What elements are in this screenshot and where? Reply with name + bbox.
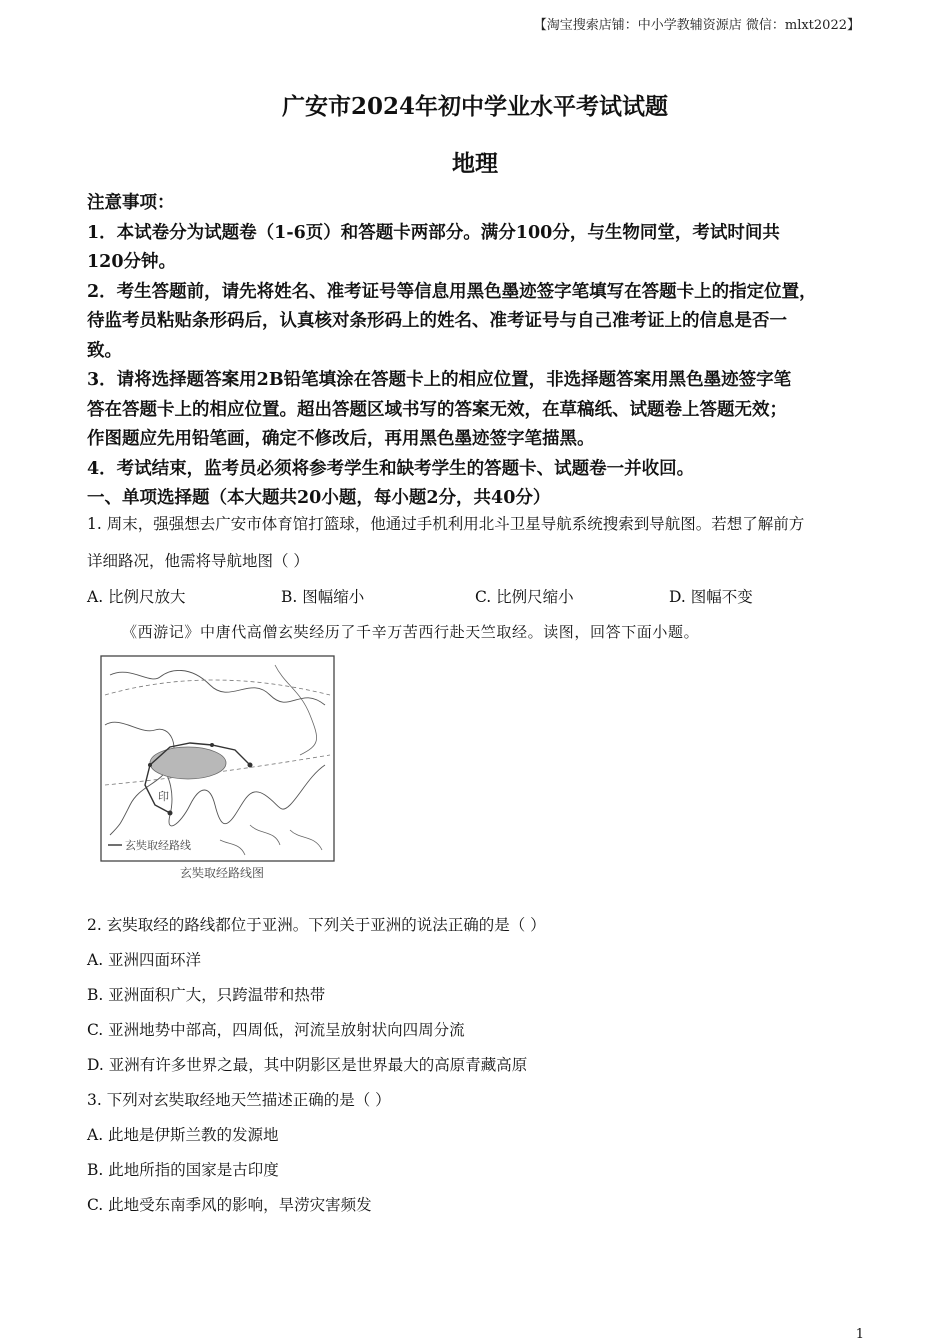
- q3-option-b: B. 此地所指的国家是古印度: [87, 1161, 279, 1179]
- page-number: 1: [855, 1327, 864, 1342]
- region-label: 印: [158, 790, 169, 803]
- notice-line: 待监考员粘贴条形码后，认真核对条形码上的姓名、准考证号与自己准考证上的信息是否一: [87, 311, 787, 331]
- notice-line: 致。: [87, 340, 122, 361]
- q2-option-a: A. 亚洲四面环洋: [87, 951, 202, 969]
- legend-label: 玄奘取经路线: [125, 839, 191, 852]
- route-point: [248, 763, 253, 768]
- map-caption: 玄奘取经路线图: [180, 866, 265, 880]
- q1-option-a: A. 比例尺放大: [87, 588, 186, 606]
- shaded-plateau: [150, 747, 226, 779]
- notice-line: 4．考试结束，监考员必须将参考学生和缺考学生的答题卡、试题卷一并收回。: [87, 458, 695, 479]
- notice-heading: 注意事项：: [87, 193, 175, 213]
- q1-line1: 1. 周末，强强想去广安市体育馆打篮球，他通过手机利用北斗卫星导航系统搜索到导航图。若想了解前方: [87, 515, 805, 533]
- route-point: [148, 763, 152, 767]
- route-point: [168, 811, 173, 816]
- q2-option-b: B. 亚洲面积广大，只跨温带和热带: [87, 986, 326, 1004]
- xuanzang-route-map: [100, 655, 335, 885]
- exam-title: 广安市2024年初中学业水平考试试题: [281, 93, 668, 120]
- q1-option-d: D. 图幅不变: [669, 588, 753, 606]
- section-heading: 一、单项选择题（本大题共20小题，每小题2分，共40分）: [87, 488, 551, 508]
- passage: 《西游记》中唐代高僧玄奘经历了千辛万苦西行赴天竺取经。读图，回答下面小题。: [122, 623, 700, 641]
- q1-option-b: B. 图幅缩小: [281, 588, 365, 606]
- q2-stem: 2. 玄奘取经的路线都位于亚洲。下列关于亚洲的说法正确的是（ ）: [87, 916, 546, 934]
- notice-line: 120分钟。: [87, 252, 177, 272]
- notice-line: 2．考生答题前，请先将姓名、准考证号等信息用黑色墨迹签字笔填写在答题卡上的指定位置，: [87, 281, 817, 302]
- q2-option-d: D. 亚洲有许多世界之最，其中阴影区是世界最大的高原青藏高原: [87, 1056, 528, 1074]
- subject-title: 地理: [452, 150, 498, 177]
- notice-line: 1．本试卷分为试题卷（1-6页）和答题卡两部分。满分100分，与生物同堂，考试时间共: [87, 222, 780, 243]
- q1-line2: 详细路况，他需将导航地图（ ）: [87, 552, 309, 570]
- q3-option-c: C. 此地受东南季风的影响，旱涝灾害频发: [87, 1196, 372, 1214]
- q1-options: [87, 585, 877, 607]
- notice-line: 作图题应先用铅笔画，确定不修改后，再用黑色墨迹签字笔描黑。: [87, 429, 595, 449]
- notice-block: [87, 189, 877, 514]
- route-point: [210, 743, 214, 747]
- q2-option-c: C. 亚洲地势中部高，四周低，河流呈放射状向四周分流: [87, 1021, 465, 1039]
- q1-option-c: C. 比例尺缩小: [475, 588, 574, 606]
- q3-option-a: A. 此地是伊斯兰教的发源地: [87, 1126, 279, 1144]
- notice-line: 答在答题卡上的相应位置。超出答题区域书写的答案无效，在草稿纸、试题卷上答题无效；: [87, 399, 787, 420]
- q3-stem: 3. 下列对玄奘取经地天竺描述正确的是（ ）: [87, 1091, 391, 1109]
- header-note: 【淘宝搜索店铺：中小学教辅资源店 微信：mlxt2022】: [533, 18, 860, 33]
- notice-line: 3．请将选择题答案用2B铅笔填涂在答题卡上的相应位置，非选择题答案用黑色墨迹签字笔: [87, 370, 792, 390]
